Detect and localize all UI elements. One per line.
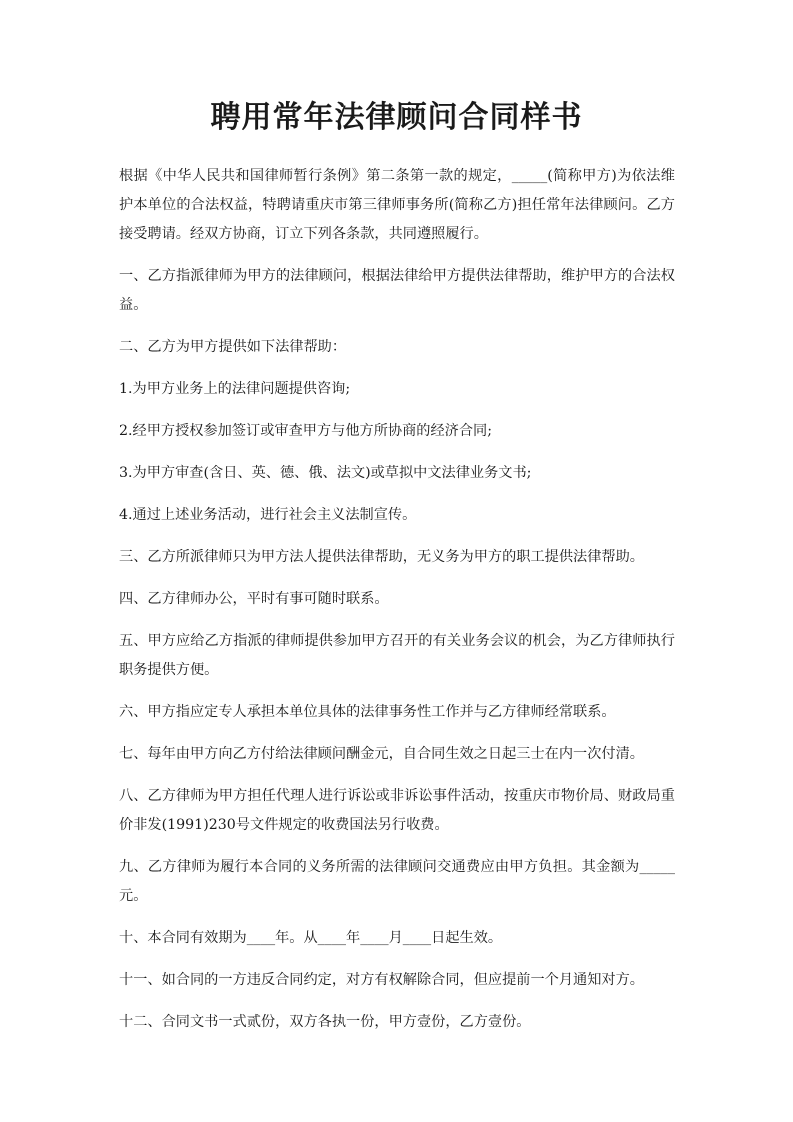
paragraph-clause-9: 九、乙方律师为履行本合同的义务所需的法律顾问交通费应由甲方负担。其金额为_____元。 (119, 859, 675, 904)
paragraph-clause-7: 七、每年由甲方向乙方付给法律顾问酬金元，自合同生效之日起三士在内一次付清。 (119, 746, 644, 762)
paragraph-clause-2-item-3: 3.为甲方审查(含日、英、德、俄、法文)或草拟中文法律业务文书; (119, 465, 532, 481)
paragraph-clause-2-item-1: 1.为甲方业务上的法律问题提供咨询; (119, 381, 351, 397)
paragraph-clause-5: 五、甲方应给乙方指派的律师提供参加甲方召开的有关业务会议的机会，为乙方律师执行职务提供方便。 (119, 633, 675, 678)
paragraph-clause-11: 十一、如合同的一方违反合同约定，对方有权解除合同，但应提前一个月通知对方。 (119, 972, 644, 988)
paragraph-clause-4: 四、乙方律师办公，平时有事可随时联系。 (119, 591, 389, 607)
paragraph-clause-12: 十二、合同文书一式贰份，双方各执一份，甲方壹份，乙方壹份。 (119, 1014, 531, 1030)
document-title: 聘用常年法律顾问合同样书 (210, 100, 583, 135)
document-body (119, 162, 675, 1050)
paragraph-clause-8: 八、乙方律师为甲方担任代理人进行诉讼或非诉讼事件活动，按重庆市物价局、财政局重价非发(1991)230号文件规定的收费国法另行收费。 (119, 788, 675, 833)
paragraph-clause-10: 十、本合同有效期为____年。从____年____月____日起生效。 (119, 930, 503, 946)
paragraph-intro: 根据《中华人民共和国律师暂行条例》第二条第一款的规定，_____(简称甲方)为依法维护本单位的合法权益，特聘请重庆市第三律师事务所(简称乙方)担任常年法律顾问。乙方接受聘请。经双方协商，订立下列各条款，共同遵照履行。 (119, 168, 675, 242)
paragraph-clause-2: 二、乙方为甲方提供如下法律帮助： (119, 339, 347, 355)
paragraph-clause-2-item-2: 2.经甲方授权参加签订或审查甲方与他方所协商的经济合同; (119, 423, 493, 439)
paragraph-clause-3: 三、乙方所派律师只为甲方法人提供法律帮助，无义务为甲方的职工提供法律帮助。 (119, 549, 644, 565)
paragraph-clause-1: 一、乙方指派律师为甲方的法律顾问，根据法律给甲方提供法律帮助，维护甲方的合法权益。 (119, 268, 675, 313)
paragraph-clause-6: 六、甲方指应定专人承担本单位具体的法律事务性工作并与乙方律师经常联系。 (119, 704, 616, 720)
paragraph-clause-2-item-4: 4.通过上述业务活动，进行社会主义法制宣传。 (119, 507, 417, 523)
